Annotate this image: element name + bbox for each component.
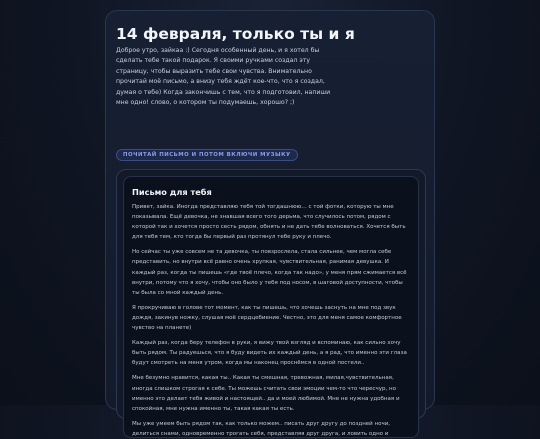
letter-title: Письмо для тебя	[132, 187, 212, 197]
main-card	[105, 10, 435, 437]
letter-paragraph-4: Каждый раз, когда беру телефон в руки, я вижу твой взгляд и вспоминаю, как сильно хочу быть рядом. Ты радуешься, что я буду видеть их каждый день, а я рад, что именно эти глаза будут смотреть на меня утром, когда мы наконец проснёмся в одной постели..	[132, 340, 407, 367]
letter-frame	[116, 169, 426, 437]
letter-paragraph-1: Привет, зайка. Иногда представляю тебя той тогдашнюю… с той фотки, которую ты мне показывала. Ещё девочка, не знавшая всего того дерьма, что случилось потом, рядом с которой так и хочется просто сесть рядом, обнять и не дать тебе волноваться. Хочется быть для тебя тем, кто тогда бы первый раз протянул тебе руку и плечо.	[132, 204, 406, 241]
letter-paragraph-6: Мы уже умеем быть рядом так, как только можем.. писать друг другу до поздней ночи, делиться снами, одновременно трогать себя, представляя друг друга, и ловить одно и	[132, 420, 391, 437]
page-title: 14 февраля, только ты и я	[116, 25, 355, 43]
music-hint-chip[interactable]: ПОЧИТАЙ ПИСЬМО И ПОТОМ ВКЛЮЧИ МУЗЫКУ	[116, 149, 298, 161]
letter-paragraph-5: Мне безумно нравится, какая ты.. Какая ты смешная, тревожная, милая,чувствительная, иногда слишком строгая к себе. Ты можешь считать свои эмоции чем-то что чересчур, но именно это делает тебя живой и настоящей.. да и моей любимой. Мне не нужна удобная и спокойная, мне нужна именно ты, такая какая ты есть.	[132, 375, 400, 412]
letter-paragraph-3: Я прокручиваю в голове тот момент, как ты пишешь, что хочешь заснуть на мне под звук дождя, закинув ножку, слушая моё сердцебиение. Честно, это для меня самое комфортное чувство на планете)	[132, 304, 402, 332]
letter-paragraph-2: Но сейчас ты уже совсем не та девочка, ты повзрослела, стала сильнее, чем могла себе представить, но внутри всё равно очень хрупкая, чувствительная, ранимая девушка. И каждый раз, когда ты пишешь «где твоё плечо, когда так надо», у меня прям сжимается всё внутри, потому что я хочу, чтобы оно было у тебя под носом, в шаговой доступности, чтобы ты была со мной каждый день.	[132, 249, 407, 296]
letter-panel[interactable]	[123, 176, 419, 438]
intro-text: Доброе утро, зайкаа :) Сегодня особенный день, и я хотел бы сделать тебе такой подарок. Я своими ручками создал эту страницу, чтобы выразить тебе свои чувства. Внимательно прочитай моё письмо, а внизу тебя ждёт кое-что, что я создал, думая о тебе) Когда закончишь с тем, что я подготовил, напиши мне одно! слово, о котором ты подумаешь, хорошо? ;)	[116, 47, 331, 107]
